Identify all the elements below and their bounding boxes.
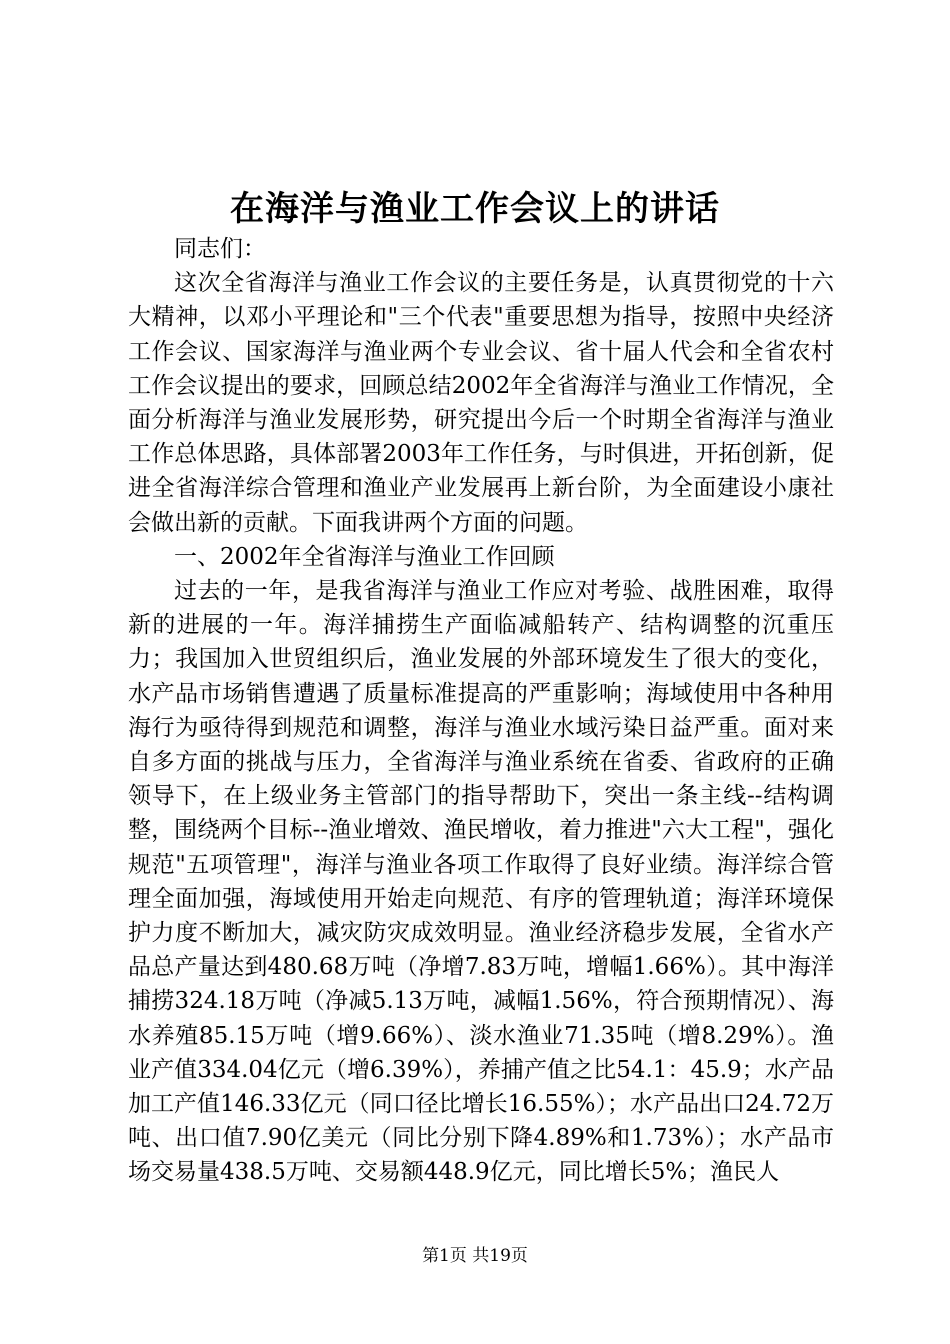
salutation-paragraph: 同志们：: [174, 236, 266, 262]
page-number-footer: 第1页 共19页: [422, 1246, 528, 1266]
document-body: [128, 232, 834, 1190]
section-heading: 一、2002年全省海洋与渔业工作回顾: [174, 543, 555, 570]
body-paragraph: 这次全省海洋与渔业工作会议的主要任务是，认真贯彻党的十六大精神，以邓小平理论和"三个代表"重要思想为指导，按照中央经济工作会议、国家海洋与渔业两个专业会议、省十届人代会和全省农村工作会议提出的要求，回顾总结2002年全省海洋与渔业工作情况，全面分析海洋与渔业发展形势，研究提出今后一个时期全省海洋与渔业工作总体思路，具体部署2003年工作任务，与时俱进，开拓创新，促进全省海洋综合管理和渔业产业发展再上新台阶，为全面建设小康社会做出新的贡献。下面我讲两个方面的问题。: [128, 270, 834, 536]
document-title: 在海洋与渔业工作会议上的讲话: [230, 189, 720, 229]
body-paragraph: 过去的一年，是我省海洋与渔业工作应对考验、战胜困难，取得新的进展的一年。海洋捕捞生产面临减船转产、结构调整的沉重压力；我国加入世贸组织后，渔业发展的外部环境发生了很大的变化，水产品市场销售遭遇了质量标准提高的严重影响；海域使用中各种用海行为亟待得到规范和调整，海洋与渔业水域污染日益严重。面对来自多方面的挑战与压力，全省海洋与渔业系统在省委、省政府的正确领导下，在上级业务主管部门的指导帮助下，突出一条主线--结构调整，围绕两个目标--渔业增效、渔民增收，着力推进"六大工程"，强化规范"五项管理"，海洋与渔业各项工作取得了良好业绩。海洋综合管理全面加强，海域使用开始走向规范、有序的管理轨道；海洋环境保护力度不断加大，减灾防灾成效明显。渔业经济稳步发展，全省水产品总产量达到480.68万吨（净增7.83万吨，增幅1.66%）。其中海洋捕捞324.18万吨（净减5.13万吨，减幅1.56%，符合预期情况）、海水养殖85.15万吨（增9.66%）、淡水渔业71.35吨（增8.29%）。渔业产值334.04亿元（增6.39%），养捕产值之比54.1：45.9；水产品加工产值146.33亿元（同口径比增长16.55%）；水产品出口24.72万吨、出口值7.90亿美元（同比分别下降4.89%和1.73%）；水产品市场交易量438.5万吨、交易额448.9亿元，同比增长5%；渔民人: [128, 578, 834, 1186]
